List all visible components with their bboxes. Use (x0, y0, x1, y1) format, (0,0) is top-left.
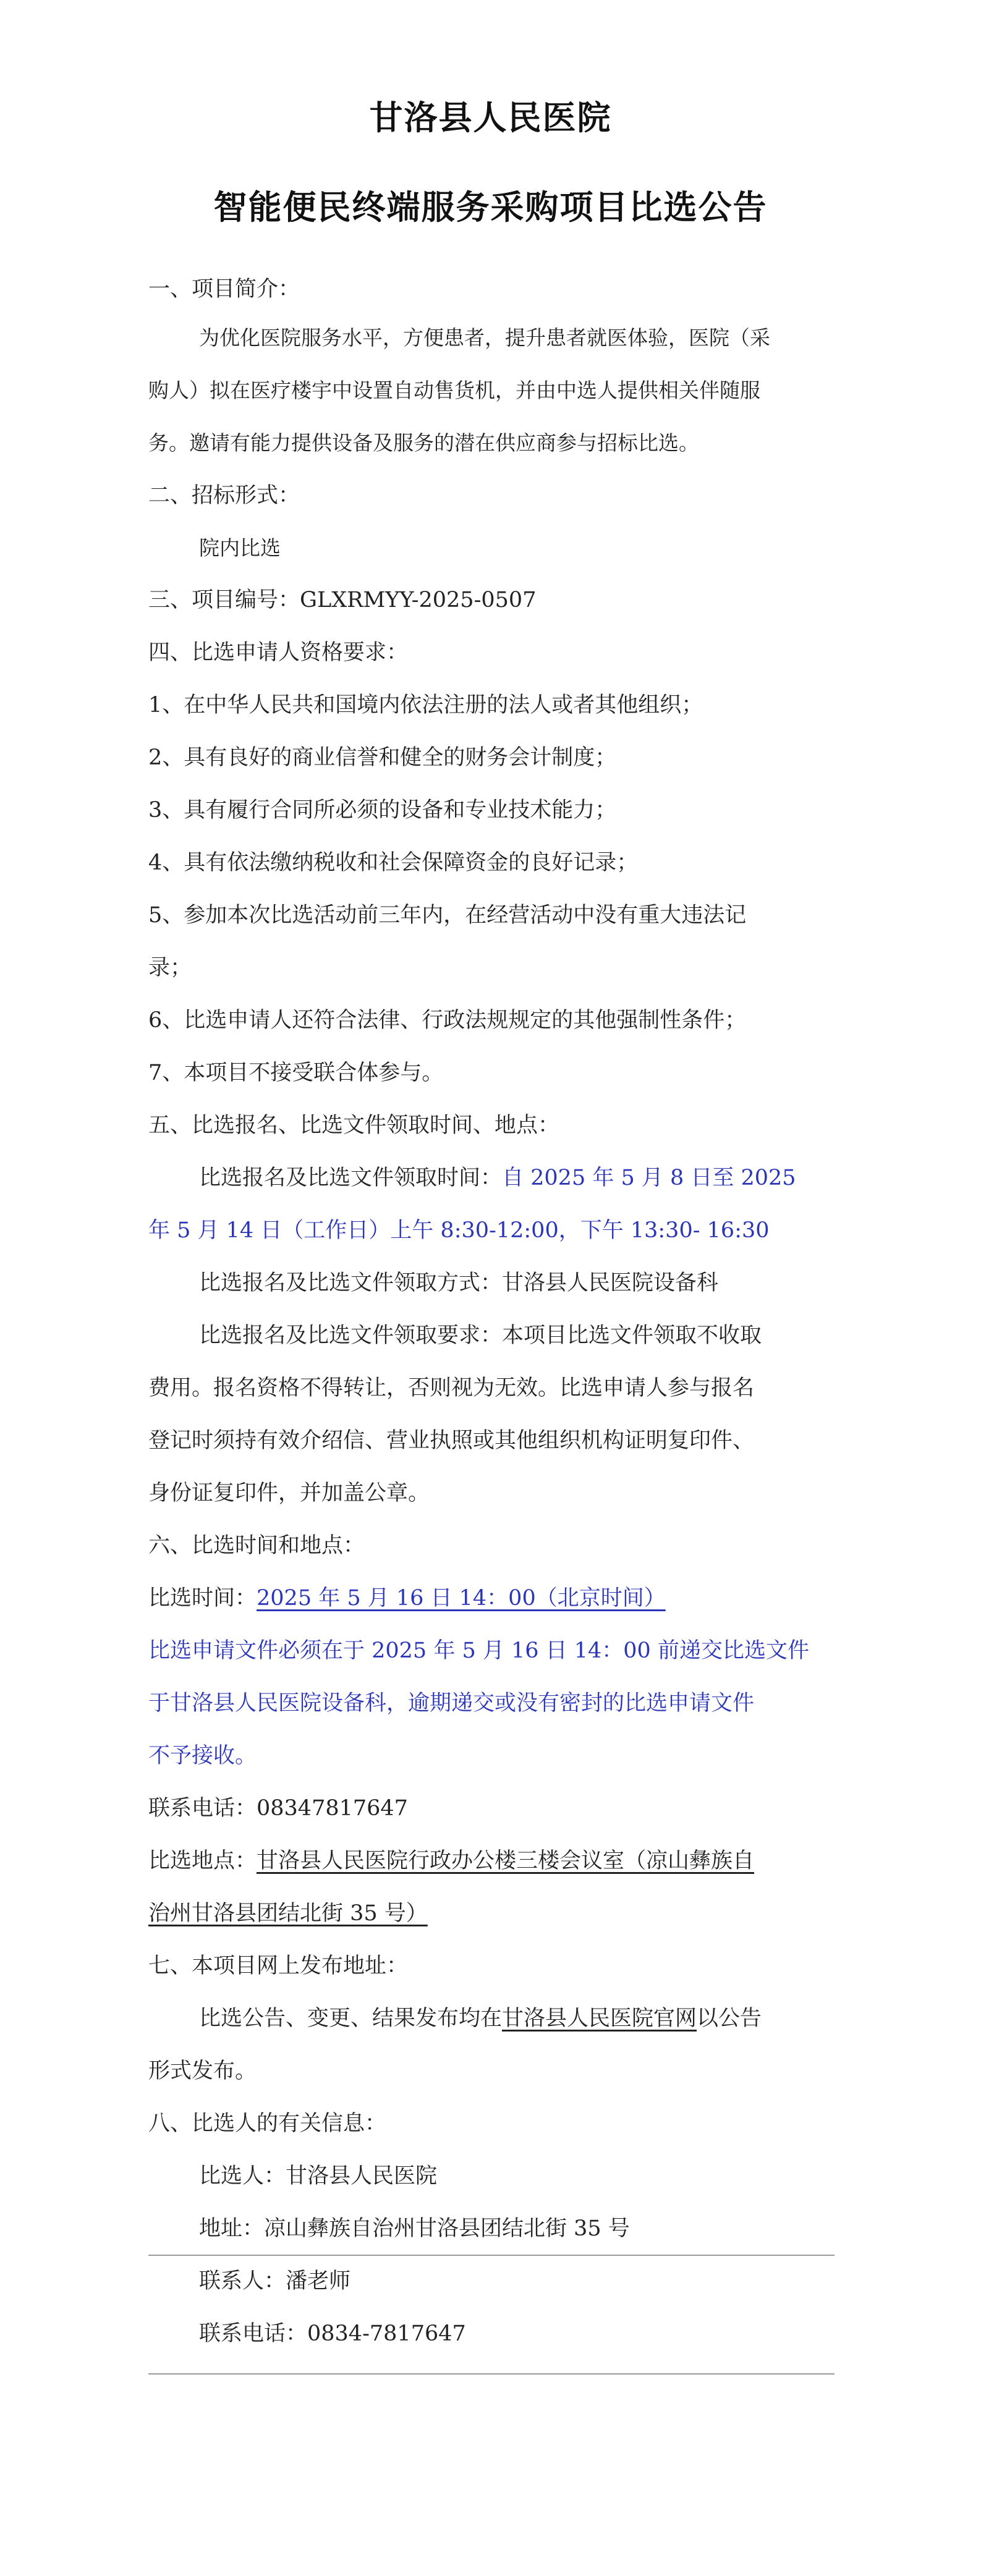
section-5-heading: 五、比选报名、比选文件领取时间、地点： (148, 1113, 560, 1138)
section-1-heading: 一、项目简介： (148, 277, 300, 302)
registration-requirement: 费用。报名资格不得转让，否则视为无效。比选申请人参与报名 (148, 1376, 755, 1400)
submission-deadline: 于甘洛县人民医院设备科，逾期递交或没有密封的比选申请文件 (148, 1691, 755, 1716)
qualification-item-cont: 录； (148, 955, 192, 980)
qualification-item: 4、具有依法缴纳税收和社会保障资金的良好记录； (148, 850, 639, 875)
selector-phone: 联系电话：0834-7817647 (199, 2321, 466, 2346)
selection-time-value: 2025 年 5 月 16 日 14：00（北京时间） (257, 1586, 666, 1611)
registration-requirement: 比选报名及比选文件领取要求：本项目比选文件领取不收取 (199, 1323, 762, 1348)
divider (148, 2373, 834, 2375)
divider (148, 2255, 834, 2256)
registration-requirement: 登记时须持有效介绍信、营业执照或其他组织机构证明复印件、 (148, 1428, 755, 1453)
section-8-heading: 八、比选人的有关信息： (148, 2111, 387, 2136)
registration-time-label: 比选报名及比选文件领取时间： (199, 1166, 503, 1190)
submission-deadline: 比选申请文件必须在于 2025 年 5 月 16 日 14：00 前递交比选文件 (148, 1638, 809, 1663)
qualification-item: 3、具有履行合同所必须的设备和专业技术能力； (148, 798, 617, 823)
publish-text: 比选公告、变更、结果发布均在 (199, 2006, 503, 2031)
notice-title: 智能便民终端服务采购项目比选公告 (213, 187, 768, 227)
qualification-item: 1、在中华人民共和国境内依法注册的法人或者其他组织； (148, 693, 703, 718)
selection-time-label: 比选时间： (148, 1586, 257, 1611)
selector-address: 地址：凉山彝族自治州甘洛县团结北街 35 号 (199, 2216, 630, 2241)
publish-statement-cont: 形式发布。 (148, 2059, 257, 2083)
section-3-project-number: 三、项目编号：GLXRMYY-2025-0507 (148, 588, 537, 612)
registration-requirement: 身份证复印件，并加盖公章。 (148, 1481, 430, 1506)
selection-place-line (148, 1849, 834, 1873)
registration-time-value: 自 2025 年 5 月 8 日至 2025 (502, 1166, 796, 1190)
selection-place-label: 比选地点： (148, 1849, 257, 1873)
section-4-heading: 四、比选申请人资格要求： (148, 640, 409, 665)
contact-phone: 联系电话：08347817647 (148, 1796, 408, 1821)
qualification-item: 7、本项目不接受联合体参与。 (148, 1061, 444, 1085)
selection-time-line (148, 1586, 834, 1611)
section-2-heading: 二、招标形式： (148, 483, 300, 508)
registration-time-line (199, 1166, 885, 1190)
registration-method: 比选报名及比选文件领取方式：甘洛县人民医院设备科 (199, 1271, 719, 1295)
publish-text: 以公告 (697, 2006, 762, 2031)
qualification-item: 6、比选申请人还符合法律、行政法规规定的其他强制性条件； (148, 1008, 747, 1033)
qualification-item: 5、参加本次比选活动前三年内，在经营活动中没有重大违法记 (148, 903, 747, 928)
section-6-heading: 六、比选时间和地点： (148, 1533, 365, 1558)
hospital-title: 甘洛县人民医院 (369, 98, 612, 137)
intro-paragraph-line: 务。邀请有能力提供设备及服务的潜在供应商参与招标比选。 (148, 431, 699, 455)
selector-contact: 联系人：潘老师 (199, 2269, 351, 2294)
submission-deadline: 不予接收。 (148, 1743, 257, 1768)
hospital-website-link[interactable]: 甘洛县人民医院官网 (502, 2006, 697, 2031)
bid-form: 院内比选 (199, 536, 281, 560)
section-7-heading: 七、本项目网上发布地址： (148, 1954, 409, 1978)
selection-place-value: 甘洛县人民医院行政办公楼三楼会议室（凉山彝族自 (257, 1849, 755, 1873)
selector-org: 比选人：甘洛县人民医院 (199, 2164, 438, 2188)
intro-paragraph-line: 购人）拟在医疗楼宇中设置自动售货机，并由中选人提供相关伴随服 (148, 378, 760, 402)
intro-paragraph-line: 为优化医院服务水平，方便患者，提升患者就医体验，医院（采 (199, 326, 770, 350)
qualification-item: 2、具有良好的商业信誉和健全的财务会计制度； (148, 745, 617, 770)
selection-place-value-cont: 治州甘洛县团结北街 35 号） (148, 1901, 428, 1926)
publish-statement (199, 2006, 885, 2031)
registration-time-value-cont: 年 5 月 14 日（工作日）上午 8:30-12:00，下午 13:30- 16:30 (148, 1218, 770, 1243)
